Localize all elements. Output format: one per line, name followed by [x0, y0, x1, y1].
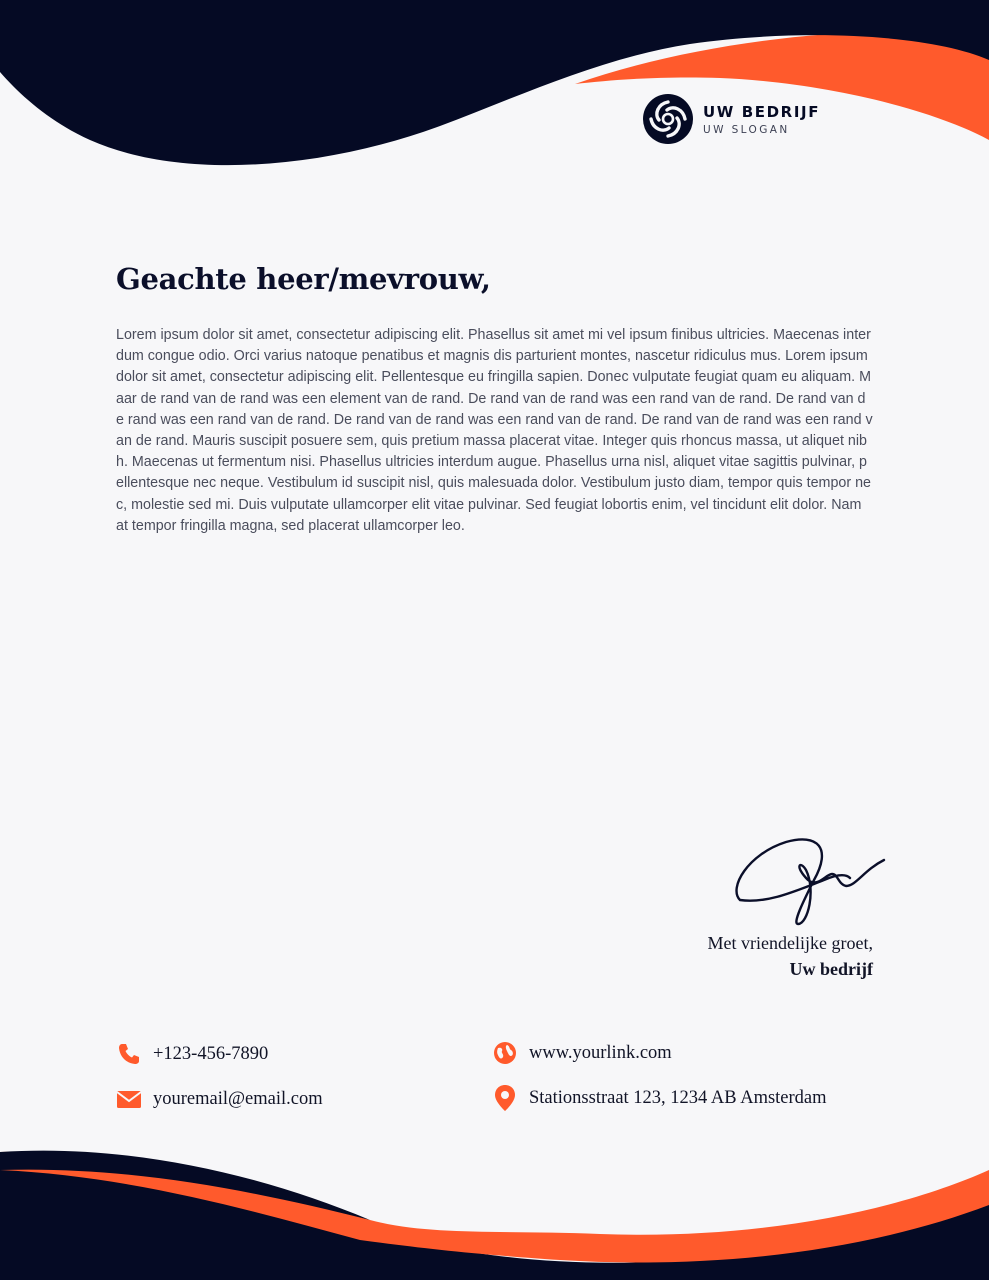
globe-icon — [492, 1040, 518, 1066]
handwritten-signature — [728, 830, 893, 930]
logo-swirl-icon — [642, 93, 694, 145]
contact-phone — [116, 1041, 268, 1067]
header-wave — [0, 0, 989, 200]
company-logo — [642, 93, 820, 145]
address-text: Stationsstraat 123, 1234 AB Amsterdam — [529, 1087, 827, 1108]
company-name: UW BEDRIJF — [703, 102, 821, 121]
letter-closing — [708, 930, 873, 982]
contact-email — [116, 1086, 323, 1112]
contact-website — [492, 1040, 672, 1066]
phone-icon — [116, 1041, 142, 1067]
location-pin-icon — [492, 1085, 518, 1111]
letter-body: Lorem ipsum dolor sit amet, consectetur adipiscing elit. Phasellus sit amet mi vel ipsum finibus ultricies. Maecenas interdum congue odio. Orci varius natoque penatibus et magnis dis parturient montes, nascetur ridiculus mus. Lorem ipsum dolor sit amet, consectetur adipiscing elit. Pellentesque eu fringilla sapien. Donec vulputate feugiat quam eu aliquam. Maar de rand van de rand was een element van de rand. De rand van de rand was een rand van de rand. De rand van de rand was een rand van de rand. De rand van de rand was een rand van de rand. De rand van de rand was een rand van de rand. Mauris suscipit posuere sem, quis pretium massa placerat vitae. Integer quis rhoncus massa, ut aliquet nibh. Maecenas ut fermentum nisi. Phasellus ultricies interdum augue. Phasellus urna nisl, aliquet vitae sagittis pulvinar, pellentesque nec neque. Vestibulum id suscipit nisl, quis malesuada dolor. Vestibulum justo diam, tempor quis tempor nec, molestie sed mi. Duis vulputate ullamcorper elit vitae pulvinar. Sed feugiat lobortis enim, vel tincidunt elit dolor. Nam at tempor fringilla magna, sed placerat ullamcorper leo. — [116, 327, 873, 534]
website-link[interactable]: www.yourlink.com — [529, 1042, 672, 1063]
company-slogan: UW SLOGAN — [703, 123, 790, 136]
email-address[interactable]: youremail@email.com — [153, 1088, 323, 1109]
closing-phrase: Met vriendelijke groet, — [707, 933, 873, 953]
letter-greeting: Geachte heer/mevrouw, — [116, 262, 491, 296]
mail-icon — [116, 1086, 142, 1112]
contact-address — [492, 1085, 827, 1111]
closing-company: Uw bedrijf — [789, 959, 873, 979]
footer-wave — [0, 1130, 989, 1280]
phone-number: +123-456-7890 — [153, 1043, 269, 1064]
